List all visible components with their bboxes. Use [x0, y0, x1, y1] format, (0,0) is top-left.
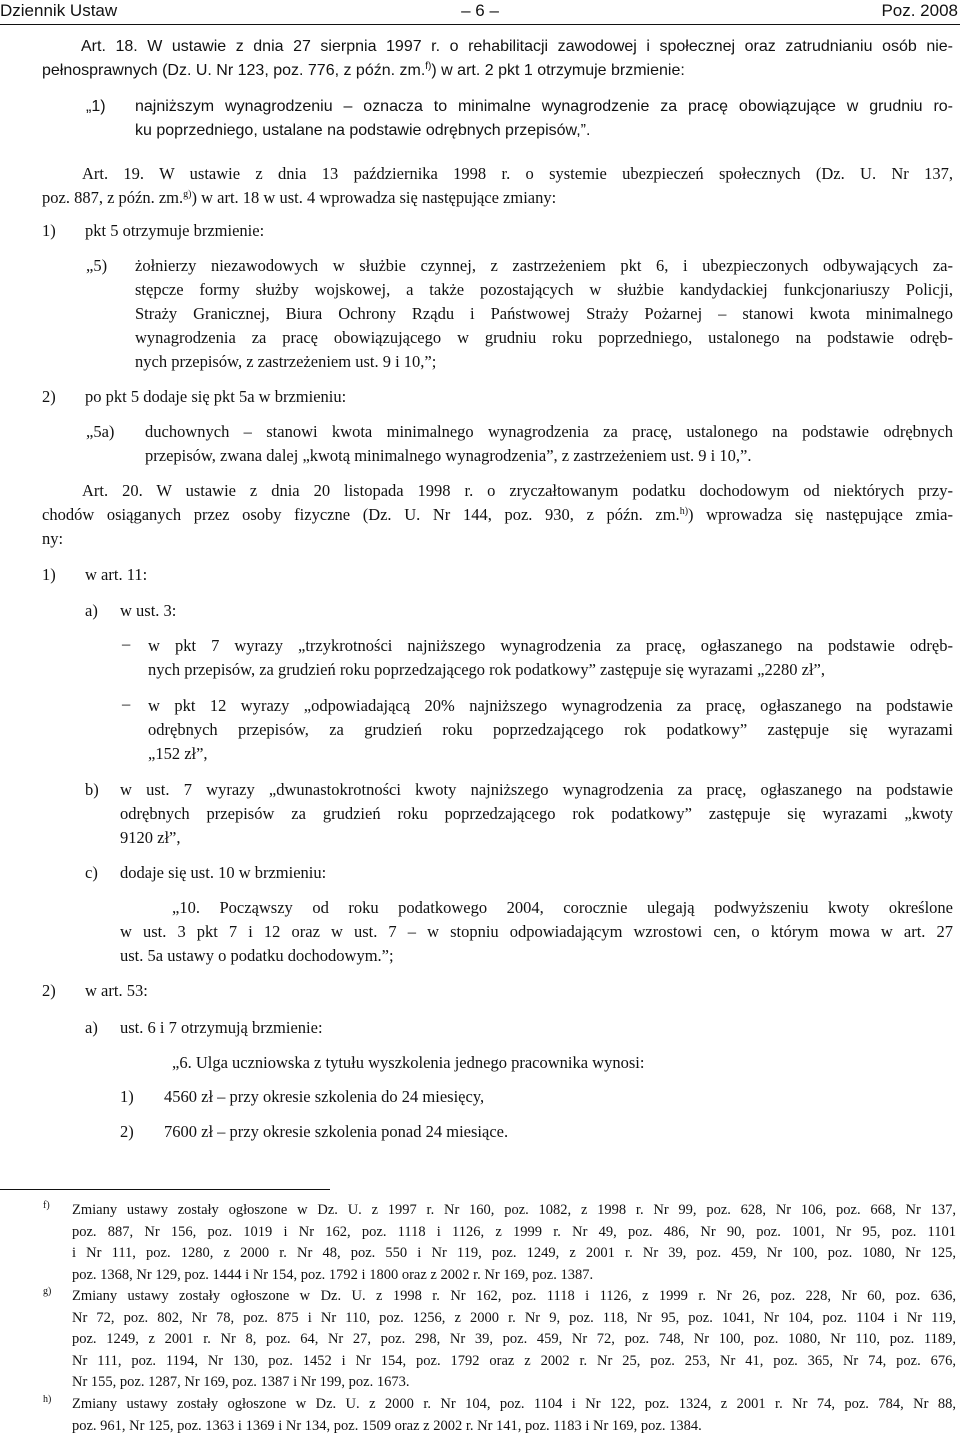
quote-line: przepisów, zwana dalej „kwotą minimalnego wynagrodzenia”, z zastrzeżeniem ust. 9 i 10,”. [145, 444, 953, 468]
list-item: ust. 6 i 7 otrzymują brzmienie: [120, 1016, 520, 1040]
dash-item-line: nych przepisów, za grudzień roku poprzedzającego rok podatkowy” zastępuje się wyrazami „2280 zł”, [148, 658, 953, 682]
quote-line: „10. Począwszy od roku podatkowego 2004, corocznie ulegają podwyższeniu kwoty określone [172, 896, 953, 920]
quote-line: Straży Granicznej, Biura Ochrony Rządu i Państwowej Straży Pożarnej – stanowi kwota minimalnego [135, 302, 953, 326]
list-item: 4560 zł – przy okresie szkolenia do 24 miesięcy, [164, 1085, 764, 1109]
art20-line: ny: [42, 527, 242, 551]
footnote-line: i Nr 111, poz. 1280, z 2000 r. Nr 48, poz. 550 i Nr 119, poz. 1249, z 2001 r. Nr 39, poz. 459, Nr 100, poz. 1080, Nr 125, [72, 1243, 956, 1265]
dash-bullet: – [122, 692, 130, 716]
list-marker: 1) [42, 219, 72, 243]
journal-title: Dziennik Ustaw [0, 0, 117, 22]
footnote-line: Nr 155, poz. 1287, Nr 169, poz. 1387 i Nr 199, poz. 1673. [72, 1372, 956, 1394]
footnote-f [72, 1200, 956, 1286]
footnote-ref-f[interactable]: f) [425, 61, 431, 72]
quote-line: ust. 5a ustawy o podatku dochodowym.”; [120, 944, 953, 968]
art19-line: Art. 19. W ustawie z dnia 13 października 1998 r. o systemie ubezpieczeń społecznych (Dz. U. Nr 137, [82, 162, 953, 186]
footnote-mark: g) [43, 1286, 51, 1298]
list-item: w art. 11: [85, 563, 385, 587]
quote-marker: „5a) [86, 420, 136, 444]
quote-line: duchownych – stanowi kwota minimalnego wynagrodzenia za pracę, ustalonego na podstawie odrębnych [145, 420, 953, 444]
dash-bullet: – [122, 632, 130, 656]
footnote-line: Zmiany ustawy zostały ogłoszone w Dz. U. z 1997 r. Nr 160, poz. 1082, z 1998 r. Nr 99, poz. 628, Nr 106, poz. 668, Nr 137, [72, 1200, 956, 1222]
art18-line: pełnosprawnych (Dz. U. Nr 123, poz. 776, z późn. zm.$^{f)}$) w art. 2 pkt 1 otrzymuje brzmienie: [42, 59, 942, 83]
footnote-rule [0, 1189, 330, 1190]
list-marker: 1) [120, 1085, 150, 1109]
footnote-line: poz. 887, Nr 156, poz. 1019 i Nr 162, poz. 1118 i 1126, z 1999 r. Nr 49, poz. 486, Nr 90, poz. 1001, Nr 95, poz. 1101 [72, 1222, 956, 1244]
art18-quote-line: najniższym wynagrodzeniu – oznacza to minimalne wynagrodzenie za pracę obowiązujące w grudniu ro- [135, 95, 953, 119]
list-item: w art. 53: [85, 979, 385, 1003]
quote-line: stępcze formy służby wojskowej, a także pozostających w służbie kandydackiej funkcjonariuszy Policji, [135, 278, 953, 302]
art20-line: chodów osiąganych przez osoby fizyczne (Dz. U. Nr 144, poz. 930, z późn. zm.$^{h)}$) wprowadza się następujące zmia- [42, 503, 953, 527]
list-marker: a) [85, 599, 115, 623]
list-marker: 2) [120, 1120, 150, 1144]
list-item: w ust. 3: [120, 599, 420, 623]
quote-marker: „5) [86, 254, 126, 278]
list-item-line: w ust. 7 wyrazy „dwunastokrotności kwoty najniższego wynagrodzenia za pracę, ogłaszanego na podstawie [120, 778, 953, 802]
list-item: dodaje się ust. 10 w brzmieniu: [120, 861, 520, 885]
list-marker: 2) [42, 979, 72, 1003]
footnote-line: poz. 961, Nr 125, poz. 1363 i 1369 i Nr 134, poz. 1509 oraz z 2002 r. Nr 141, poz. 1183 i Nr 169, poz. 1384. [72, 1416, 956, 1437]
footnote-line: poz. 1368, Nr 129, poz. 1444 i Nr 154, poz. 1792 i 1800 oraz z 2002 r. Nr 169, poz. 1387. [72, 1265, 956, 1287]
quote-marker: „1) [86, 95, 126, 119]
list-item: 7600 zł – przy okresie szkolenia ponad 24 miesiące. [164, 1120, 764, 1144]
dash-item-line: odrębnych przepisów, za grudzień roku poprzedzającego rok podatkowy” zastępuje się wyrazami [148, 718, 953, 742]
dash-item-line: w pkt 12 wyrazy „odpowiadającą 20% najniższego wynagrodzenia za pracę, ogłaszanego na podstawie [148, 694, 953, 718]
quote-line: w ust. 3 pkt 7 i 12 oraz w ust. 7 – w stopniu odpowiadającym wzrostowi cen, o którym mowa w art. 27 [120, 920, 953, 944]
quote-line: nych przepisów, z zastrzeżeniem ust. 9 i 10,”; [135, 350, 953, 374]
art18-line: Art. 18. W ustawie z dnia 27 sierpnia 1997 r. o rehabilitacji zawodowej i społecznej oraz zatrudnianiu osób nie- [81, 35, 953, 59]
list-marker: 2) [42, 385, 72, 409]
dash-item-line: w pkt 7 wyrazy „trzykrotności najniższego wynagrodzenia za pracę, ogłaszanego na podstawie odręb- [148, 634, 953, 658]
quote-line: wynagrodzenia za pracę obowiązującego w grudniu roku poprzedniego, ustalonego na podstawie odręb- [135, 326, 953, 350]
page-header [0, 0, 960, 26]
footnote-ref-g[interactable]: g) [183, 189, 191, 200]
list-item: pkt 5 otrzymuje brzmienie: [85, 219, 585, 243]
quote-line: żołnierzy niezawodowych w służbie czynnej, z zastrzeżeniem pkt 6, i ubezpieczonych odbywających za- [135, 254, 953, 278]
quote-line: „6. Ulga uczniowska z tytułu wyszkolenia jednego pracownika wynosi: [172, 1051, 953, 1075]
header-rule [0, 24, 960, 25]
list-item-line: odrębnych przepisów za grudzień roku poprzedzającego rok podatkowy” zastępuje się wyrazami „kwoty [120, 802, 953, 826]
list-marker: b) [85, 778, 115, 802]
footnote-mark: f) [43, 1200, 50, 1212]
art20-line: Art. 20. W ustawie z dnia 20 listopada 1998 r. o zryczałtowanym podatku dochodowym od niektórych przy- [82, 479, 953, 503]
list-marker: c) [85, 861, 115, 885]
footnote-g [72, 1286, 956, 1394]
footnote-line: Zmiany ustawy zostały ogłoszone w Dz. U. z 2000 r. Nr 104, poz. 1104 i Nr 122, poz. 1324, z 2001 r. Nr 74, poz. 784, Nr 88, [72, 1394, 956, 1416]
list-item-line: 9120 zł”, [120, 826, 953, 850]
art18-quote-line: ku poprzedniego, ustalane na podstawie odrębnych przepisów,”. [135, 119, 953, 143]
footnote-line: Zmiany ustawy zostały ogłoszone w Dz. U. z 1998 r. Nr 162, poz. 1118 i 1126, z 1999 r. Nr 26, poz. 228, Nr 60, poz. 636, [72, 1286, 956, 1308]
position-number: Poz. 2008 [881, 0, 958, 22]
list-marker: 1) [42, 563, 72, 587]
footnote-h [72, 1394, 956, 1437]
list-item: po pkt 5 dodaje się pkt 5a w brzmieniu: [85, 385, 585, 409]
list-marker: a) [85, 1016, 115, 1040]
dash-item-line: „152 zł”, [148, 742, 953, 766]
footnote-line: Nr 72, poz. 802, Nr 78, poz. 875 i Nr 110, poz. 1256, z 2000 r. Nr 9, poz. 118, Nr 95, poz. 1041, Nr 104, poz. 1104 i Nr 119, [72, 1308, 956, 1330]
footnote-line: Nr 111, poz. 1194, Nr 130, poz. 1452 i Nr 154, poz. 1792 oraz z 2002 r. Nr 25, poz. 253, Nr 41, poz. 365, Nr 74, poz. 676, [72, 1351, 956, 1373]
page-number: – 6 – [0, 0, 960, 22]
footnote-mark: h) [43, 1394, 51, 1406]
art19-line: poz. 887, z późn. zm.$^{g)}$) w art. 18 w ust. 4 wprowadza się następujące zmiany: [42, 186, 942, 210]
footnote-ref-h[interactable]: h) [680, 506, 688, 517]
footnote-line: poz. 1249, z 2001 r. Nr 8, poz. 64, Nr 27, poz. 298, Nr 39, poz. 459, Nr 72, poz. 748, Nr 100, poz. 1080, Nr 110, poz. 1189, [72, 1329, 956, 1351]
